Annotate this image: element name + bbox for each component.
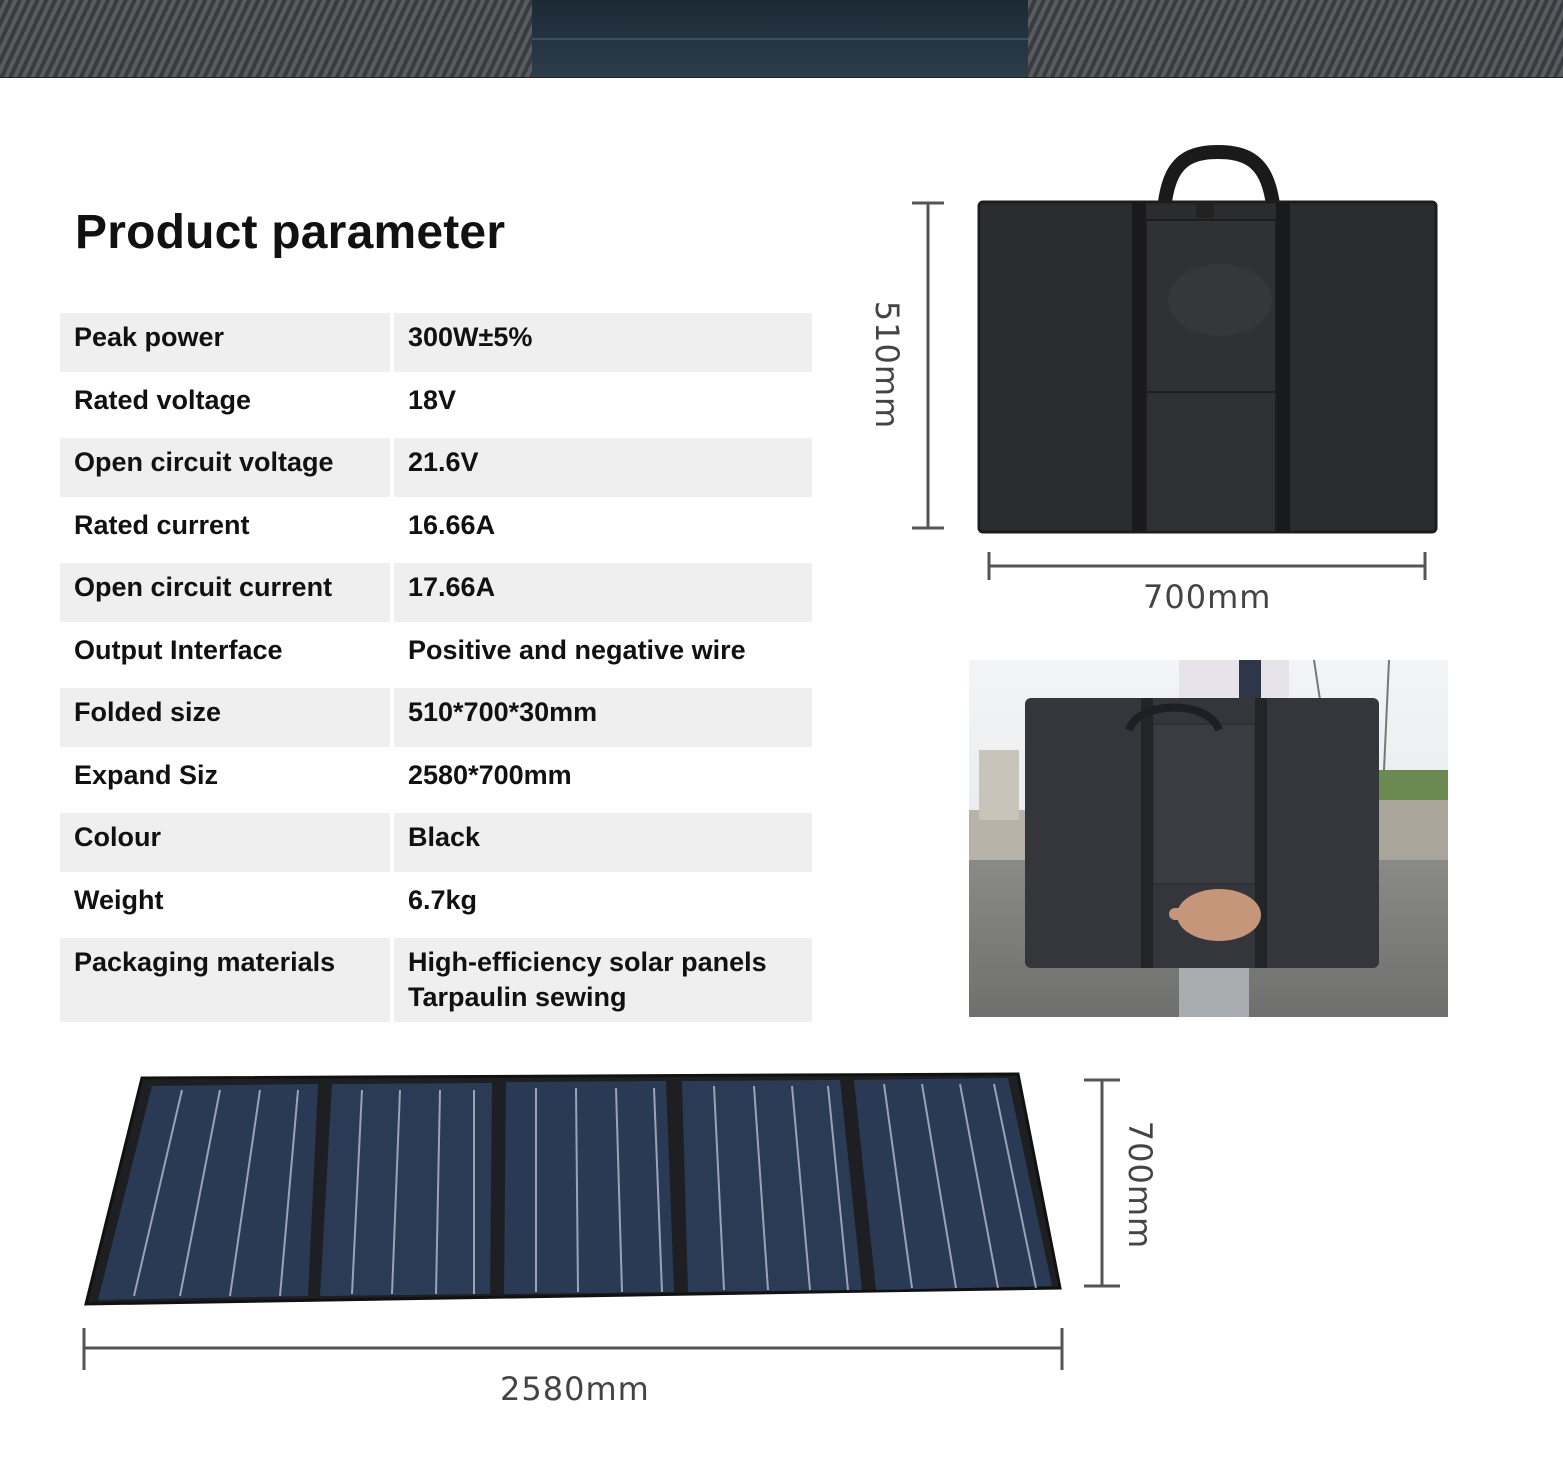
spec-value: 6.7kg <box>408 884 478 915</box>
spec-value: 21.6V <box>394 438 812 497</box>
spec-row <box>60 438 812 497</box>
page-title: Product parameter <box>75 206 506 259</box>
spec-value: 17.66A <box>394 563 812 622</box>
spec-row <box>60 938 812 1022</box>
panel-height-label: 700mm <box>1121 1120 1159 1250</box>
spec-row <box>60 688 812 747</box>
spec-row <box>60 376 812 435</box>
spec-key: Colour <box>60 813 390 872</box>
bag-width-label: 700mm <box>1143 578 1272 616</box>
top-banner <box>0 0 1563 78</box>
spec-value <box>394 938 812 1022</box>
spec-row <box>60 813 812 872</box>
spec-value: 18V <box>408 384 457 415</box>
spec-key: Folded size <box>60 688 390 747</box>
spec-key: Weight <box>74 884 164 915</box>
spec-key: Peak power <box>60 313 390 372</box>
spec-row <box>60 563 812 622</box>
panel-height-dimension-line <box>1084 1080 1120 1286</box>
spec-key: Open circuit voltage <box>60 438 390 497</box>
spec-row <box>60 501 812 560</box>
carry-photo <box>969 660 1448 1017</box>
spec-value-line-2: Tarpaulin sewing <box>408 982 627 1012</box>
bag-height-label: 510mm <box>868 300 906 430</box>
spec-row <box>60 876 812 935</box>
unfolded-panel-image <box>70 1060 1170 1410</box>
spec-key: Output Interface <box>74 634 283 665</box>
spec-value: 2580*700mm <box>408 759 572 790</box>
spec-key: Open circuit current <box>60 563 390 622</box>
spec-key: Rated current <box>74 509 250 540</box>
bag-height-dimension-line <box>912 203 944 528</box>
spec-row <box>60 751 812 810</box>
spec-key: Rated voltage <box>74 384 252 415</box>
spec-value: 300W±5% <box>394 313 812 372</box>
spec-value: 510*700*30mm <box>394 688 812 747</box>
panel-width-dimension-line <box>84 1328 1062 1370</box>
spec-table <box>60 313 812 1026</box>
spec-value: Black <box>394 813 812 872</box>
spec-value-line-1: High-efficiency solar panels <box>408 947 767 977</box>
spec-value: Positive and negative wire <box>408 634 746 665</box>
spec-key: Packaging materials <box>60 938 390 1022</box>
folded-bag-image <box>900 140 1460 620</box>
spec-value: 16.66A <box>408 509 496 540</box>
spec-row <box>60 626 812 685</box>
spec-key: Expand Siz <box>74 759 219 790</box>
panel-width-label: 2580mm <box>500 1370 650 1408</box>
spec-row <box>60 313 812 372</box>
bag-width-dimension-line <box>989 552 1425 580</box>
banner-center-block <box>532 0 1028 77</box>
